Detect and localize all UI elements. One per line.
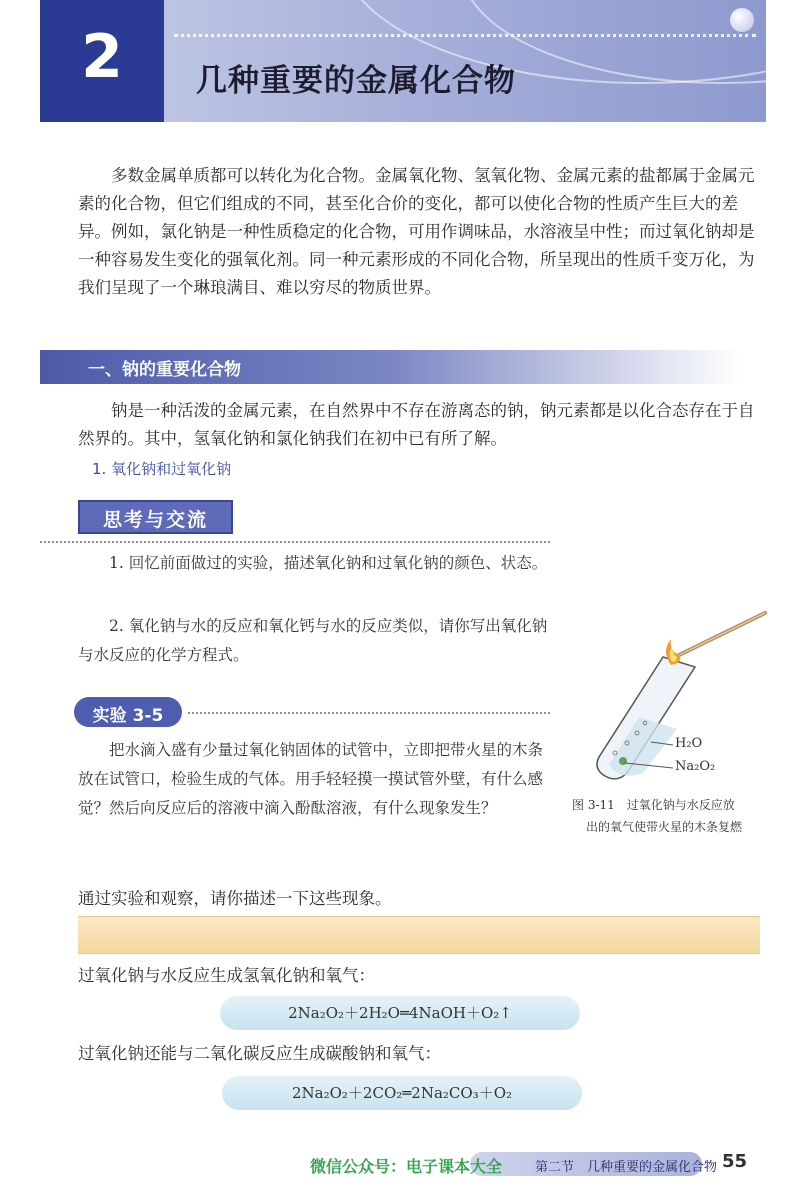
equation-1: 2Na₂O₂＋2H₂O═4NaOH＋O₂↑ (220, 996, 580, 1030)
header-dotted-line (174, 34, 756, 37)
section-intro-text: 钠是一种活泼的金属元素，在自然界中不存在游离态的钠，钠元素都是以化合态存在于自然界的。其中，氢氧化钠和氯化钠我们在初中已有所了解。 (78, 401, 755, 448)
reaction-2-text: 过氧化钠还能与二氧化碳反应生成碳酸钠和氧气： (78, 1044, 441, 1063)
footer-watermark: 微信公众号：电子课本大全 (310, 1157, 503, 1176)
question-2 (78, 612, 550, 670)
label-na2o2: Na₂O₂ (675, 759, 716, 774)
experiment-label: 实验 3-5 (92, 706, 164, 726)
caption-line-2: 出的氧气使带火星的木条复燃 (586, 820, 743, 834)
dotted-divider (40, 541, 550, 543)
experiment-body (78, 736, 550, 823)
footer-section-label: 第二节 几种重要的金属化合物 (535, 1160, 718, 1175)
caption-line-1: 图 3-11 过氧化钠与水反应放 (572, 798, 735, 812)
think-discuss-label: 思考与交流 (102, 509, 208, 531)
chapter-header (40, 0, 766, 122)
page-title: 几种重要的金属化合物 (196, 63, 516, 99)
wooden-splint (675, 613, 765, 657)
page-number: 55 (722, 1151, 748, 1172)
reaction-1-text: 过氧化钠与水反应生成氢氧化钠和氧气： (78, 966, 375, 985)
dotted-divider (188, 712, 550, 714)
subheading: 1. 氧化钠和过氧化钠 (92, 460, 232, 478)
test-tube-illustration (565, 605, 775, 785)
experiment-text: 把水滴入盛有少量过氧化钠固体的试管中，立即把带火星的木条放在试管口，检验生成的气体。用手轻轻摸一摸试管外壁，有什么感觉？然后向反应后的溶液中滴入酚酞溶液，有什么现象发生？ (78, 741, 544, 817)
section-intro (78, 397, 762, 453)
figure-caption (572, 794, 772, 838)
bubble-decoration (730, 8, 754, 32)
label-h2o: H₂O (675, 736, 703, 751)
chapter-number-box (40, 0, 164, 122)
answer-area (78, 916, 760, 954)
think-discuss-badge (78, 500, 233, 534)
question-1-text: 1. 回忆前面做过的实验，描述氧化钠和过氧化钠的颜色、状态。 (109, 554, 548, 572)
observe-prompt: 通过实验和观察，请你描述一下这些现象。 (78, 889, 392, 908)
equation-2: 2Na₂O₂＋2CO₂═2Na₂CO₃＋O₂ (222, 1076, 582, 1110)
intro-text: 多数金属单质都可以转化为化合物。金属氧化物、氢氧化物、金属元素的盐都属于金属元素的化合物，但它们组成的不同，甚至化合价的变化，都可以使化合物的性质产生巨大的差异。例如，氯化钠是一种性质稳定的化合物，可用作调味品，水溶液呈中性；而过氧化钠却是一种容易发生变化的强氧化剂。同一种元素形成的不同化合物，所呈现出的性质千变万化，为我们呈现了一个琳琅满目、难以穷尽的物质世界。 (78, 166, 755, 297)
chapter-number: 2 (81, 22, 123, 92)
experiment-badge (74, 697, 182, 727)
intro-paragraph (78, 162, 762, 302)
section-title: 一、钠的重要化合物 (88, 360, 241, 380)
question-1 (78, 549, 550, 578)
section-bar (40, 350, 740, 384)
question-2-text: 2. 氧化钠与水的反应和氧化钙与水的反应类似，请你写出氧化钠与水反应的化学方程式。 (78, 617, 548, 664)
